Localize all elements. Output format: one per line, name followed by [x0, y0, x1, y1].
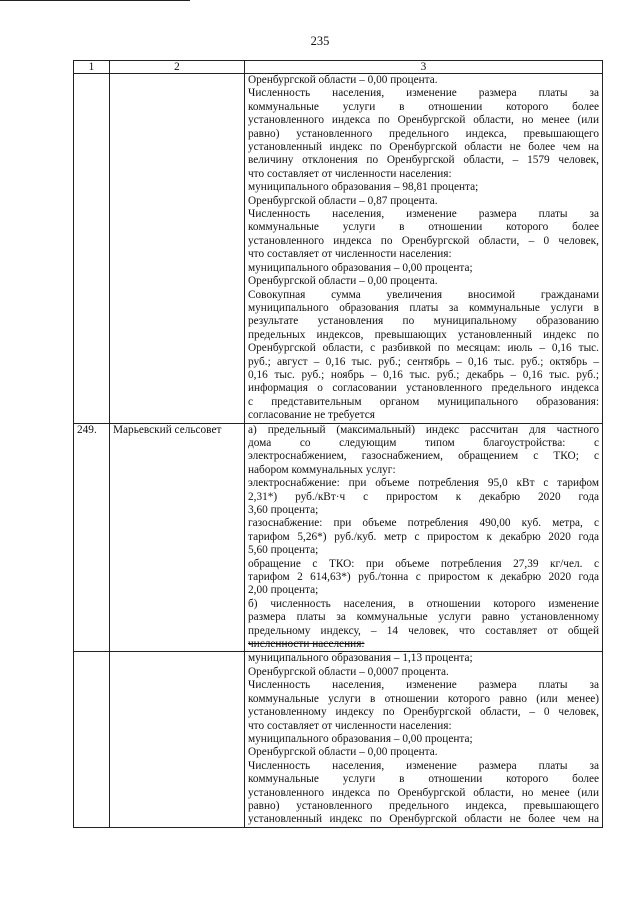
table-header-row	[74, 61, 603, 74]
text-line: результате установления по муниципальному образованию	[248, 315, 599, 328]
text-line: установленного индекса по Оренбургской области, но менее (или	[248, 786, 599, 799]
row-text-cell	[245, 74, 603, 424]
text-line: дома со следующим типом благоустройства: с	[248, 436, 599, 449]
text-line: тарифом 2 614,63*) руб./тонна с приростом к декабрю 2020 года	[248, 571, 599, 584]
table-row	[74, 652, 603, 827]
text-line: 2,31*) руб./кВт·ч с приростом к декабрю 2020 года	[248, 490, 599, 503]
row-text-cell	[245, 652, 603, 827]
text-line: Численность населения, изменение размера платы за	[248, 679, 599, 692]
table-row	[74, 74, 603, 424]
page-number: 235	[310, 34, 330, 48]
text-line: что составляет от численности населения:	[248, 167, 452, 180]
text-line: равно) установленного предельного индекса, превышающего	[248, 799, 599, 812]
text-line: Оренбургской области – 0,0007 процента.	[248, 665, 449, 678]
text-line: согласование не требуется	[248, 409, 375, 422]
text-line: 0,16 тыс. руб.; ноябрь – 0,16 тыс. руб.; декабрь – 0,16 тыс. руб.;	[248, 368, 599, 381]
row-name-cell: Марьевский сельсовет	[110, 423, 245, 652]
text-line: б) численность населения, в отношении которого изменение	[248, 597, 599, 610]
text-line: обращение с ТКО: при объеме потребления 27,39 кг/чел. с	[248, 557, 599, 570]
text-line: Численность населения, изменение размера платы за	[248, 87, 599, 100]
text-line: тарифом 5,26*) руб./куб. метр с приростом к декабрю 2020 года	[248, 530, 599, 543]
text-line: установленного индекса по Оренбургской области, – 0 человек,	[248, 234, 599, 247]
text-line: что составляет от численности населения:	[248, 719, 452, 732]
text-line: муниципального образования – 1,13 процента;	[248, 652, 473, 665]
text-line: равно) установленного предельного индекса, превышающего	[248, 127, 599, 140]
text-line: информация о согласовании установленного предельного индекса	[248, 382, 599, 395]
text-line: установленный индекс по Оренбургской области не более чем на	[248, 141, 599, 154]
row-number-cell: 249.	[74, 423, 110, 652]
text-line: предельному индексу, – 14 человек, что составляет от общей	[248, 624, 599, 637]
row-name-cell	[110, 74, 245, 424]
row-number-cell	[74, 74, 110, 424]
text-line: газоснабжение: при объеме потребления 490,00 куб. метра, с	[248, 517, 599, 530]
text-line: Оренбургской области – 0,87 процента.	[248, 194, 438, 207]
top-rule	[0, 0, 190, 1]
text-line: муниципального образования – 98,81 процента;	[248, 181, 479, 194]
text-line: установленному индексу по Оренбургской области, – 0 человек,	[248, 706, 599, 719]
text-line: электроснабжением, газоснабжением, обращением с ТКО; с	[248, 450, 599, 463]
text-line: установленного индекса по Оренбургской области, но менее (или	[248, 114, 599, 127]
text-line: Оренбургской области, с разбивкой по месяцам: июль – 0,16 тыс.	[248, 342, 599, 355]
text-line: что составляет от численности населения:	[248, 248, 452, 261]
text-line: руб.; август – 0,16 тыс. руб.; сентябрь – 0,16 тыс. руб.; октябрь –	[248, 355, 599, 368]
text-line: 5,60 процента;	[248, 544, 319, 557]
text-line: муниципального образования – 0,00 процента;	[248, 261, 473, 274]
text-line: Численность населения, изменение размера платы за	[248, 208, 599, 221]
text-line: с представительным органом муниципального образования:	[248, 395, 599, 408]
text-line: муниципального образования платы за коммунальные услуги в	[248, 301, 599, 314]
text-line: муниципального образования – 0,00 процента;	[248, 732, 473, 745]
text-line: установленный индекс по Оренбургской области не более чем на	[248, 813, 599, 826]
text-line: коммунальные услуги в отношении которого равно (или менее)	[248, 692, 599, 705]
text-line: 2,00 процента;	[248, 584, 319, 597]
row-text-cell	[245, 423, 603, 652]
text-line: а) предельный (максимальный) индекс рассчитан для частного	[248, 423, 599, 436]
text-line: коммунальные услуги в отношении которого более	[248, 773, 599, 786]
text-line: численности населения:	[248, 638, 365, 651]
text-line: Оренбургской области – 0,00 процента.	[248, 74, 438, 86]
text-line: электроснабжение: при объеме потребления 95,0 кВт с тарифом	[248, 477, 599, 490]
text-line: Оренбургской области – 0,00 процента.	[248, 275, 438, 288]
text-line: Совокупная сумма увеличения вносимой гражданами	[248, 288, 599, 301]
header-cell-2: 2	[110, 61, 245, 74]
text-line: Численность населения, изменение размера платы за	[248, 759, 599, 772]
text-line: величину отклонения по Оренбургской области, – 1579 человек,	[248, 154, 599, 167]
text-line: предельных индексов, превышающих установленный индекс по	[248, 328, 599, 341]
text-line: Оренбургской области – 0,00 процента.	[248, 746, 438, 759]
row-name-cell	[110, 652, 245, 827]
text-line: коммунальные услуги в отношении которого более	[248, 100, 599, 113]
header-cell-1: 1	[74, 61, 110, 74]
text-line: 3,60 процента;	[248, 504, 319, 516]
document-table	[73, 60, 603, 828]
text-line: коммунальные услуги в отношении которого более	[248, 221, 599, 234]
text-line: размера платы за коммунальные услуги равно установленному	[248, 611, 599, 624]
row-number-cell	[74, 652, 110, 827]
header-cell-3: 3	[245, 61, 603, 74]
text-line: набором коммунальных услуг:	[248, 463, 396, 476]
table-row	[74, 423, 603, 652]
